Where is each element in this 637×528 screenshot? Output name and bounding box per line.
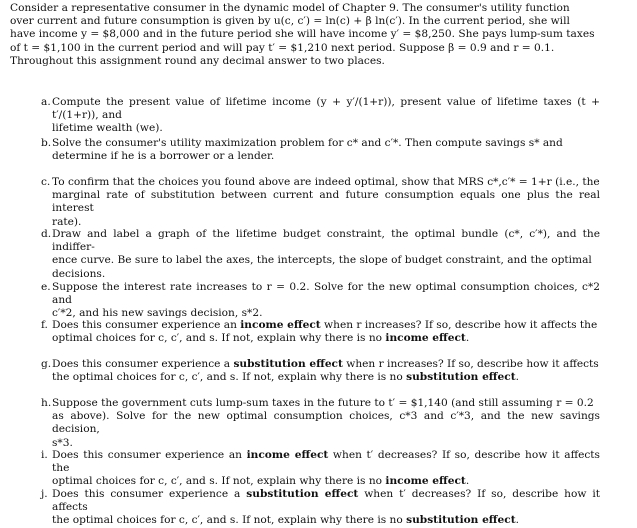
question-item-c [41,176,600,229]
intro-line-3: have income y = $8,000 and in the future period she will have income y′ = $8,250. She pays lump-sum taxes [10,28,595,41]
emphasis-term: income effect [385,332,466,345]
emphasis-term: substitution effect [406,371,516,384]
question-label: a. [41,96,51,108]
question-label: e. [41,281,51,293]
question-text-line: decisions. [52,267,106,280]
emphasis-term: income effect [246,449,329,461]
question-label: b. [41,137,52,149]
question-text-line: the optimal choices for c, c′, and s. If not, explain why there is no substitution effect. [52,514,519,527]
question-item-e [41,281,600,321]
question-label: i. [41,449,48,461]
emphasis-term: substitution effect [406,514,516,527]
question-text-line: Does this consumer experience an income effect when t′ decreases? If so, describe how it affects the [52,449,600,475]
question-text-line: Suppose the government cuts lump-sum taxes in the future to t′ = $1,140 (and still assuming r = 0.2 [52,397,594,409]
intro-line-4: of t = $1,100 in the current period and will pay t′ = $1,210 next period. Suppose β = 0.9 and r = 0.1. [10,41,555,54]
question-text-line: Solve the consumer's utility maximization problem for c* and c′*. Then compute savings s* and [52,137,563,149]
question-text-line: Suppose the interest rate increases to r = 0.2. Solve for the new optimal consumption choices, c*2 and [52,281,600,307]
question-text-line: determine if he is a borrower or a lender. [52,150,275,163]
intro-paragraph [10,2,627,68]
question-label: j. [41,488,48,500]
question-item-f [41,319,600,345]
question-item-b [41,137,600,163]
question-label: g. [41,358,52,370]
question-item-h [41,397,600,450]
question-text-line: ence curve. Be sure to label the axes, the intercepts, the slope of budget constraint, and the optimal [52,254,592,267]
question-text-line: Does this consumer experience a substitution effect when t′ decreases? If so, describe how it affects [52,488,600,514]
emphasis-term: substitution effect [233,358,343,370]
question-item-d [41,228,600,281]
question-text-line: optimal choices for c, c′, and s. If not, explain why there is no income effect. [52,475,470,488]
question-label: f. [41,319,48,331]
intro-line-5: Throughout this assignment round any decimal answer to two places. [10,54,385,67]
question-text-line: Does this consumer experience an income effect when r increases? If so, describe how it affects the [52,319,598,331]
intro-line-2: over current and future consumption is given by u(c, c′) = ln(c) + β ln(c′). In the current period, she will [10,15,570,28]
question-text-line: To confirm that the choices you found above are indeed optimal, show that MRS c*,c′* = 1+r (i.e., the [52,176,600,188]
question-text-line: Does this consumer experience a substitution effect when r increases? If so, describe how it affects [52,358,599,370]
question-text-line: as above). Solve for the new optimal consumption choices, c*3 and c′*3, and the new savings decision, [52,410,600,436]
question-text-line: lifetime wealth (we). [52,122,163,135]
question-item-a [41,96,600,136]
question-item-i [41,449,600,489]
question-text-line: Draw and label a graph of the lifetime budget constraint, the optimal bundle (c*, c′*), and the indiffer- [52,228,600,254]
question-label: d. [41,228,52,240]
emphasis-term: substitution effect [246,488,359,500]
question-text-line: c′*2, and his new savings decision, s*2. [52,307,263,320]
question-text-line: Compute the present value of lifetime income (y + y′/(1+r)), present value of lifetime taxes (t + t′/(1+r)), and [52,96,600,122]
question-item-g [41,358,600,384]
question-text-line: marginal rate of substitution between current and future consumption equals one plus the real interest [52,189,600,215]
intro-line-1: Consider a representative consumer in the dynamic model of Chapter 9. The consumer's utility function [10,2,570,14]
question-label: h. [41,397,52,409]
question-text-line: s*3. [52,436,73,449]
emphasis-term: income effect [385,475,466,488]
question-label: c. [41,176,51,188]
question-text-line: rate). [52,215,82,228]
emphasis-term: income effect [240,319,321,331]
question-text-line: the optimal choices for c, c′, and s. If not, explain why there is no substitution effect. [52,371,519,384]
question-text-line: optimal choices for c, c′, and s. If not, explain why there is no income effect. [52,332,470,345]
